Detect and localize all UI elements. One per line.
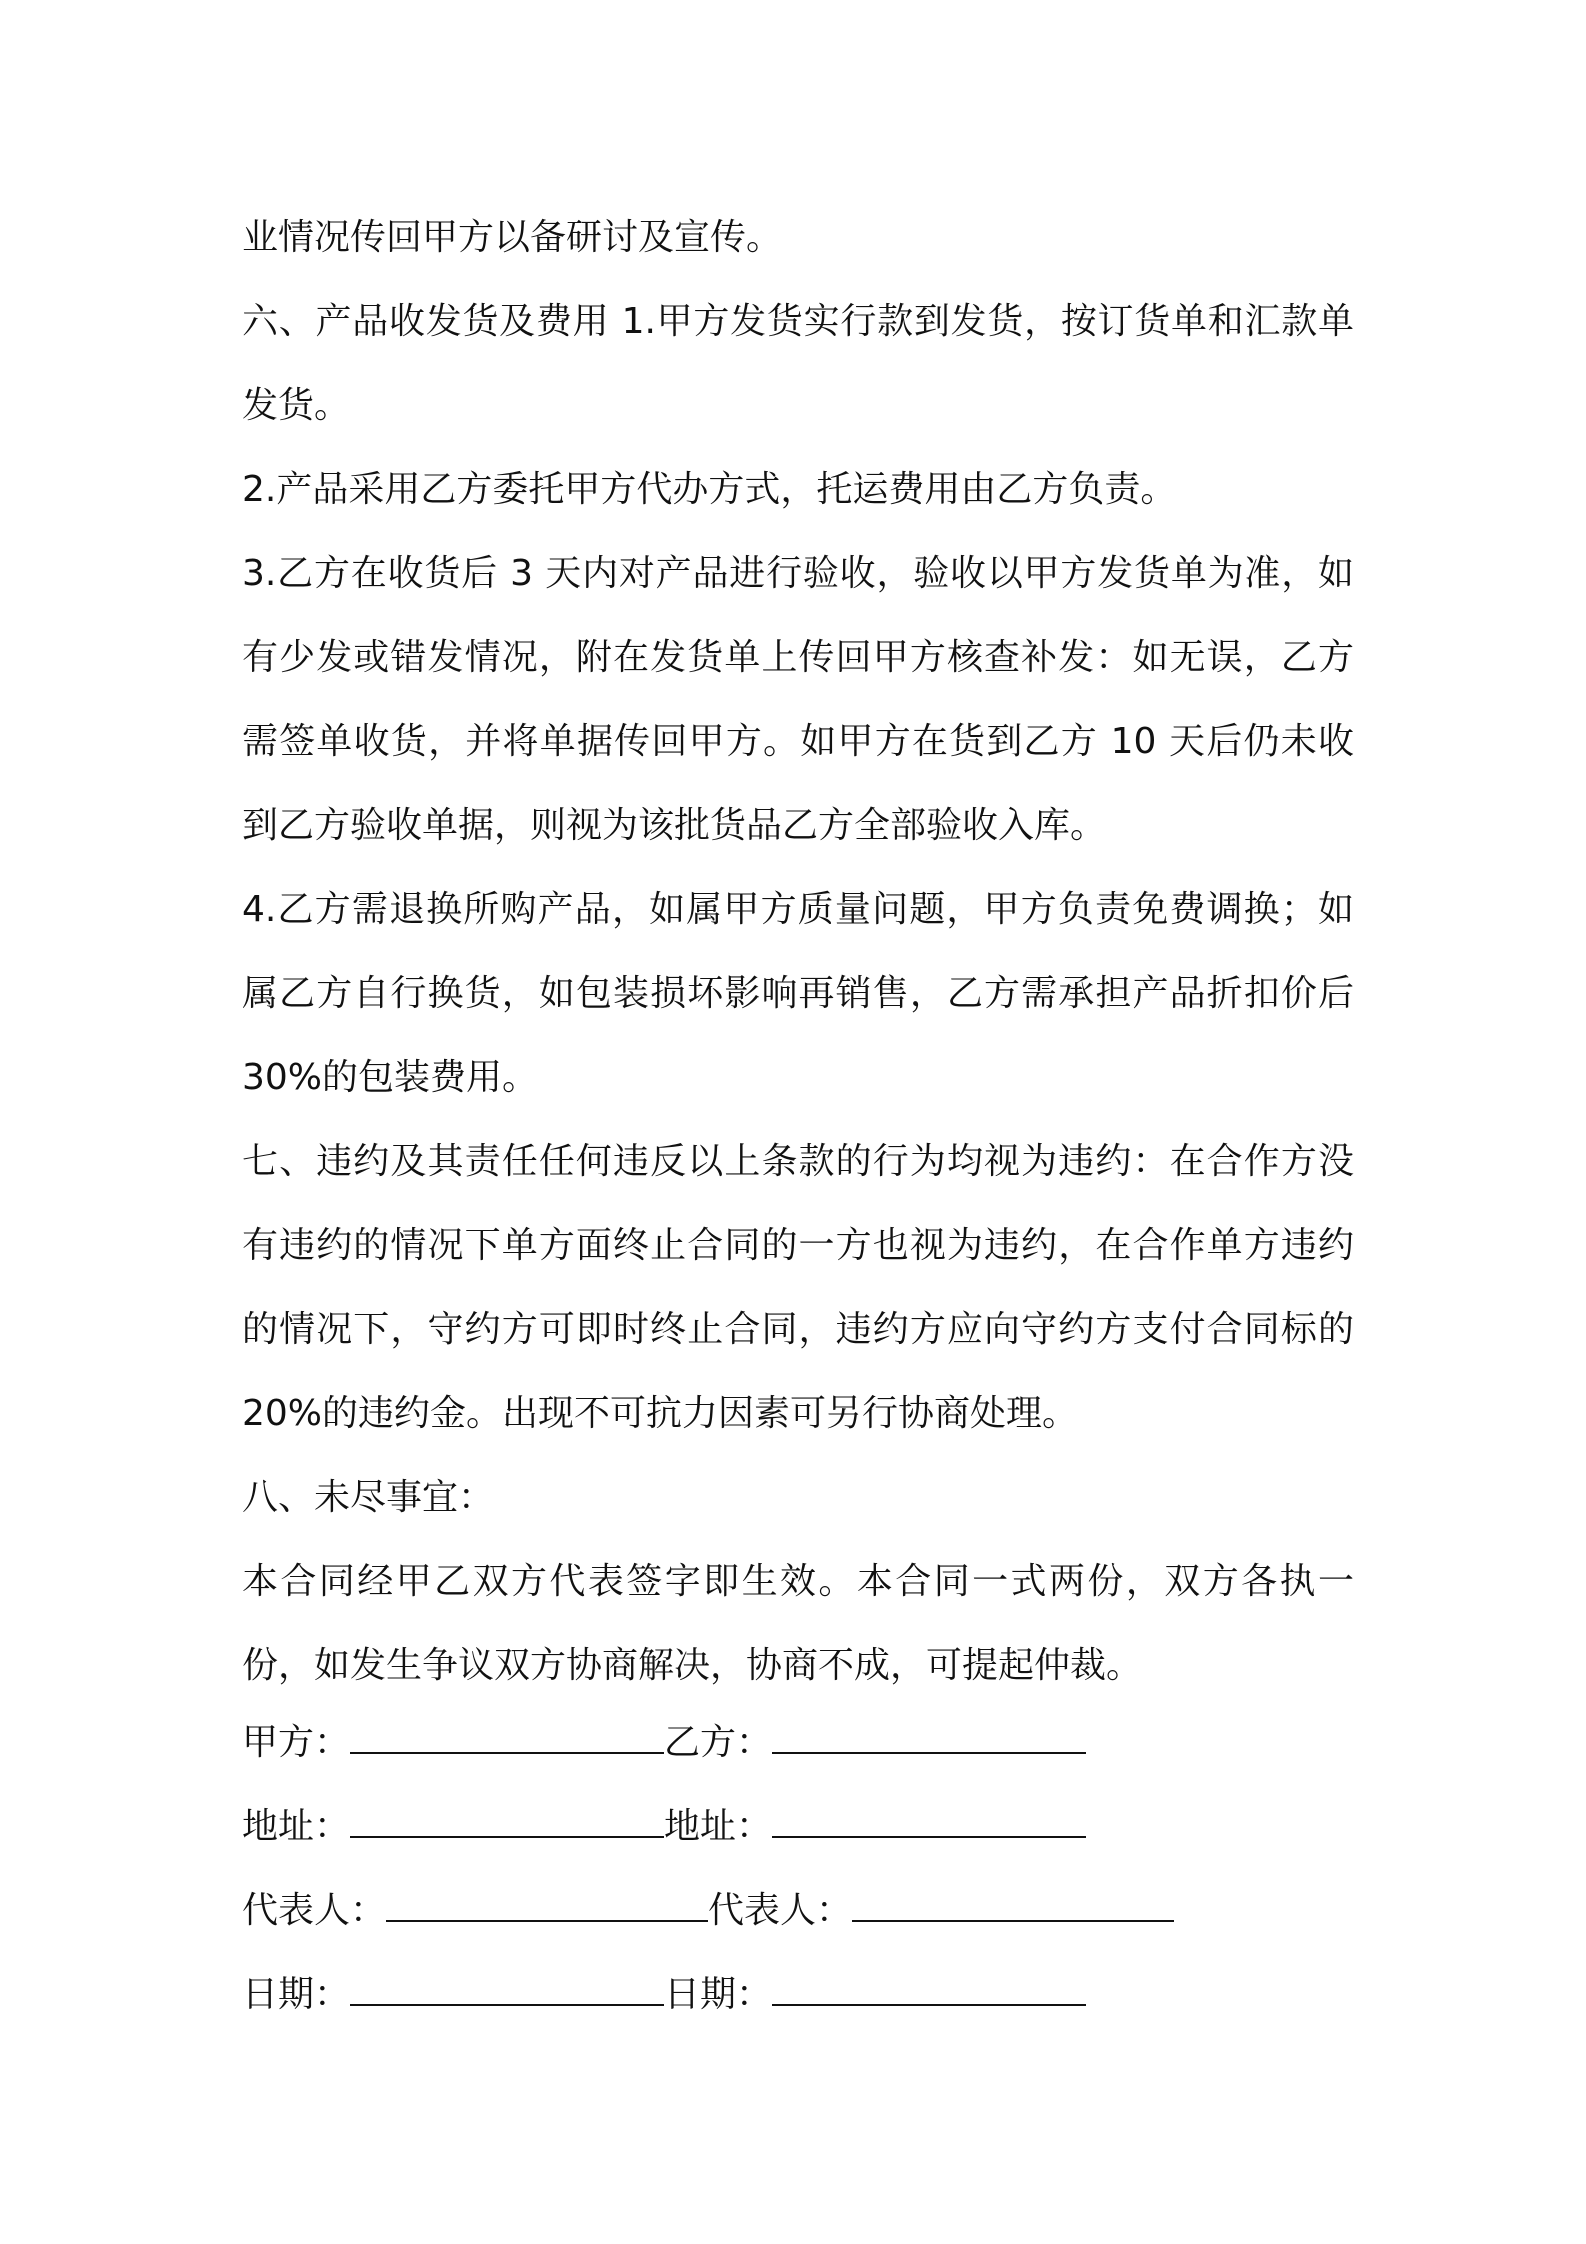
date-b-label: 日期： (664, 1974, 773, 2015)
rep-a-label: 代表人： (242, 1890, 387, 1931)
rep-b-blank (852, 1886, 1174, 1922)
paragraph-continuation: 业情况传回甲方以备研讨及宣传。 (242, 217, 783, 258)
signature-row-date (242, 1970, 1086, 2019)
effectiveness-clause: 本合同经甲乙双方代表签字即生效。本合同一式两份，双方各执一份，如发生争议双方协商解决，协商不成，可提起仲裁。 (242, 1561, 1354, 1686)
signature-row-representative (242, 1886, 1174, 1935)
date-b-blank (772, 1970, 1086, 2006)
rep-b-label: 代表人： (708, 1890, 853, 1931)
address-b-label: 地址： (664, 1806, 773, 1847)
clause-3-inspection: 3.乙方在收货后 3 天内对产品进行验收，验收以甲方发货单为准，如有少发或错发情况，附在发货单上传回甲方核查补发：如无误，乙方需签单收货，并将单据传回甲方。如甲方在货到乙方 10 天后仍未收到乙方验收单据，则视为该批货品乙方全部验收入库。 (242, 553, 1354, 846)
address-b-blank (772, 1802, 1086, 1838)
date-a-blank (350, 1970, 664, 2006)
clause-4-returns: 4.乙方需退换所购产品，如属甲方质量问题，甲方负责免费调换；如属乙方自行换货，如包装损坏影响再销售，乙方需承担产品折扣价后 30%的包装费用。 (242, 889, 1354, 1098)
party-b-label: 乙方： (664, 1722, 773, 1763)
date-a-label: 日期： (242, 1974, 351, 2015)
contract-body (242, 196, 1354, 1708)
address-a-label: 地址： (242, 1806, 351, 1847)
signature-row-address (242, 1802, 1086, 1851)
section-eight-heading: 八、未尽事宜： (242, 1477, 495, 1518)
clause-2-freight: 2.产品采用乙方委托甲方代办方式，托运费用由乙方负责。 (242, 469, 1177, 510)
party-b-blank (772, 1718, 1086, 1754)
rep-a-blank (386, 1886, 708, 1922)
signature-row-party (242, 1718, 1086, 1767)
section-six-shipping: 六、产品收发货及费用 1.甲方发货实行款到发货，按订货单和汇款单发货。 (242, 301, 1354, 426)
section-seven-breach: 七、违约及其责任任何违反以上条款的行为均视为违约：在合作方没有违约的情况下单方面终止合同的一方也视为违约，在合作单方违约的情况下，守约方可即时终止合同，违约方应向守约方支付合同标的 20%的违约金。出现不可抗力因素可另行协商处理。 (242, 1141, 1354, 1434)
address-a-blank (350, 1802, 664, 1838)
party-a-blank (350, 1718, 664, 1754)
party-a-label: 甲方： (242, 1722, 351, 1763)
